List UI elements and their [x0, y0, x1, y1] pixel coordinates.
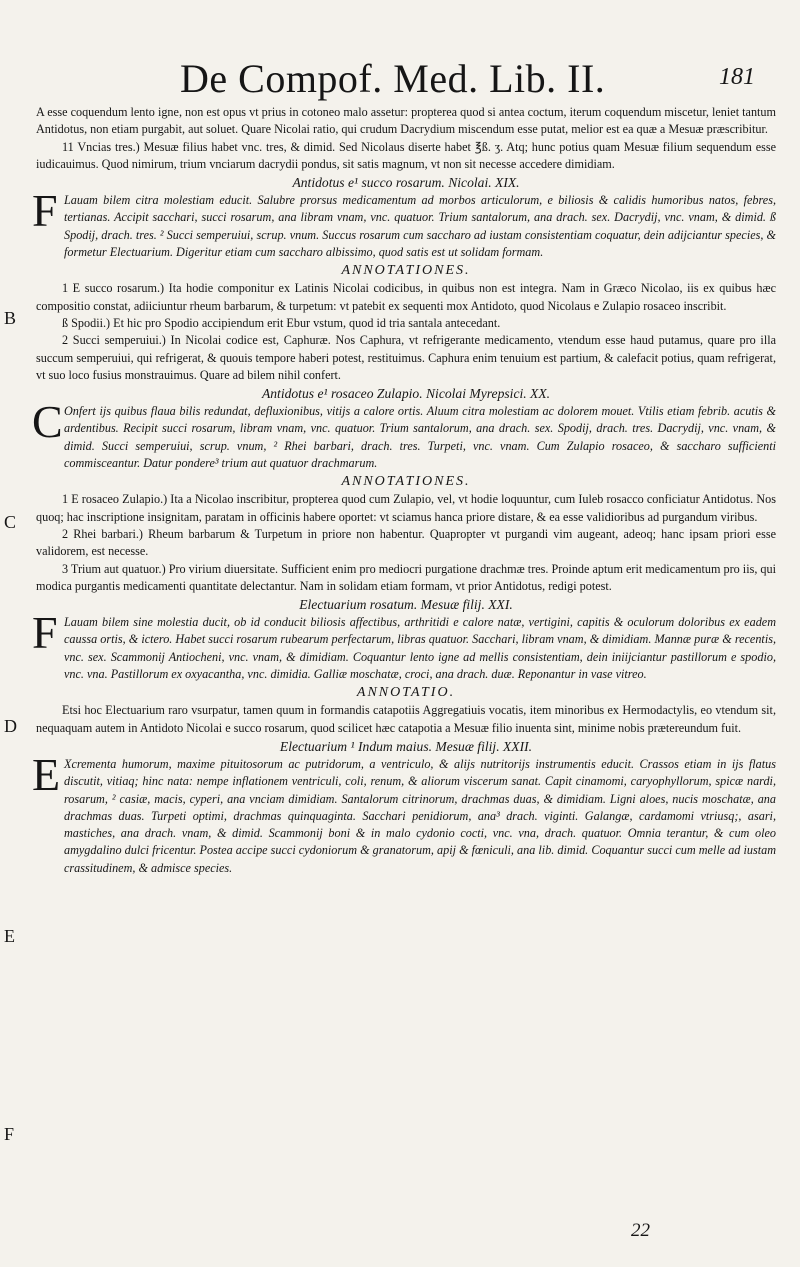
margin-letter-f: F [4, 1124, 15, 1144]
page-body [32, 104, 776, 877]
body-paragraph: 3 Trium aut quatuor.) Pro virium diuersitate. Sufficient enim pro mediocri purgatione drachmæ tres. Proinde aptum erit medicamentum pro iis, qui modica purgantis medicamenti quantitate delectantur. Nam in solidam etiam formam, vt prior Antidotus, redigi potest. [36, 561, 776, 593]
body-paragraph: 2 Succi semperuiui.) In Nicolai codice est, Caphuræ. Nos Caphura, vt refrigerante medicamento, vtendum esse haud putamus, quare pro illa succum semperuiui, qui refrigerat, & quouis tempore haberi potest, restituimus. Caphura enim tenuium est partium, & calefacit potius, quam refrigerat, vt suo loco fusius monstrauimus. Quare ad bilem nihil confert. [36, 333, 776, 382]
body-paragraph: 1 E rosaceo Zulapio.) Ita a Nicolao inscribitur, propterea quod cum Zulapio, vel, vt hodie loquuntur, cum Iuleb rosacco conficiatur Antidotus. Nos quoq; hac inscriptione insignitam, paratam in officinis habere oportet: vt sciamus hanca priore distare, & ea esse validioribus ad purgandum viribus. [36, 492, 776, 524]
running-header [150, 56, 755, 101]
recipe-paragraph [32, 748, 776, 877]
recipe-paragraph [32, 396, 776, 472]
margin-letter-b: B [4, 308, 17, 328]
recipe-text: Xcrementa humorum, maxime pituitosorum ac putridorum, a ventriculo, & alijs nutritorijs instrumentis educit. Crassos etiam in ijs flatus discutit, vitiaq; hinc nata: nempe inflationem ventriculi, coli, renum, & aliorum viscerum sanat. Capit cinamomi, caryophyllorum, spicæ nardi, rosarum, ² casiæ, macis, cyperi, ana vnciam dimidiam. Santalorum citrinorum, drachmas duas, & dimidiam. Ligni aloes, nucis moschatæ, ana drachmas duas. Turpeti optimi, drachmas quinquaginta. Sacchari penidiorum, ana³ drach. viginti. Galangæ, cardamomi vtriusq;, asari, mastiches, ana drach. vnam, & dimid. Scammonij boni & in malo cydonio cocti, vnc. vna, drach. quatuor. Omnia terantur, & cum oleo amygdalino dulci fricentur. Postea accipe succi cydoniorum & granatorum, apij & fœniculi, ana lib. dimid. Coquantur succi cum melle ad iustam crassitudinem, & admisce species. [64, 756, 776, 875]
section-heading: Electuarium ¹ Indum maius. Mesuæ filij. XXII. [279, 738, 533, 754]
running-title: De Compof. Med. Lib. II. [180, 56, 606, 101]
drop-cap-letter: E [32, 748, 61, 800]
body-paragraph: ß Spodii.) Et hic pro Spodio accipiendum erit Ebur vstum, quod id tria santala antecedant. [62, 315, 501, 330]
body-paragraph: 11 Vncias tres.) Mesuæ filius habet vnc. tres, & dimid. Sed Nicolaus diserte habet ℥ß. ʒ. Atq; hunc potius quam Mesuæ filium sequendum esse iudicauimus. Quod nimirum, trium vnciarum dacrydii pondus, sit satis magnum, vt non sit necesse accedere dimidiam. [36, 139, 776, 171]
recipe-paragraph [32, 185, 776, 261]
body-paragraph: 2 Rhei barbari.) Rheum barbarum & Turpetum in priore non habentur. Quapropter vt purgandi vim augeant, adeoq; hanc ipsam priori esse validorem, est necesse. [36, 526, 776, 559]
drop-cap-letter: F [32, 607, 58, 659]
margin-letter-d: D [4, 716, 17, 736]
drop-cap-letter: C [32, 396, 63, 448]
recipe-paragraph [32, 607, 776, 683]
recipe-text: Lauam bilem sine molestia ducit, ob id conducit biliosis affectibus, arthritidi e calore natæ, vertigini, capitis & oculorum doloribus ex eadem caussa ortis, & ictero. Habet succi rosarum rubearum perfectarum, libras quatuor. Sacchari, libram vnam, & dimidiam. Mannæ puræ & recentis, vnc. sex. Scammonij Antiocheni, vnc. vnam, & dimidiam. Coquantur lento igne ad mellis consistentiam, dein iniijciantur pastillorum e spodio, vnc. vna. Pastillorum ex oxyacantha, vnc. dimidia. Galliæ moschatæ, croci, ana drach. duæ. Reponantur in vase vitreo. [64, 615, 776, 682]
recipe-text: Lauam bilem citra molestiam educit. Salubre prorsus medicamentum ad morbos articulorum, e biliosis & calidis humoribus natos, febres, tertianas. Accipit sacchari, succi rosarum, ana libram vnam, vnc. quatuor. Trium santalorum, ana drach. sex. Dacrydij, vnc. vnam, & dimid. ß Spodij, drach. tres. ² Succi semperuiui, scrup. vnum. Succus rosarum cum saccharo ad iustam consistentiam coquatur, dein adijciantur species, & formetur Electuarium. Digeritur etiam cum saccharo albissimo, quod satis est ut solidam formam. [64, 193, 776, 260]
page-number: 181 [719, 64, 755, 90]
annotationes-heading: ANNOTATIO. [356, 685, 456, 701]
recipe-text: Onfert ijs quibus flaua bilis redundat, defluxionibus, vitijs a calore ortis. Aluum citra molestiam ac dolorem mouet. Vtilis etiam febrib. acutis & ardentibus. Recipit succi rosarum, libram vnam, vnc. quatuor. Trium santalorum, ana drach. sex. Spodij, drach. tres. Dacrydij, vnc. vnam, & dimid. Succi semperuiui, scrup. vnum, ² Rhei barbari, drach. tres. Turpeti, vnc. vnam. Cum Zulapio rosaceo, & saccharo sufficienti commisceantur. Datur pondere³ trium aut quatuor drachmarum. [64, 404, 776, 471]
body-paragraph: Etsi hoc Electuarium raro vsurpatur, tamen quum in formandis catapotiis Aggregatiuis vocatis, item minoribus ex Hermodactylis, eo vtendum sit, nequaquam autem in Antidoto Nicolai e succo rosarum, quod scilicet hæc catapotia a Mesuæ filio inuenta sint, minime nobis prætereundum fuit. [36, 703, 776, 735]
section-heading: Antidotus e¹ succo rosarum. Nicolai. XIX. [292, 175, 520, 191]
margin-letter-e: E [4, 926, 15, 946]
section-heading: Electuarium rosatum. Mesuæ filij. XXI. [299, 597, 513, 613]
annotationes-heading: ANNOTATIONES. [341, 263, 471, 279]
margin-letter-c: C [4, 512, 17, 532]
body-paragraph: 1 E succo rosarum.) Ita hodie componitur ex Latinis Nicolai codicibus, in quibus non est integra. Nam in Græco Nicolao, iis ex quibus hæc compositio constat, adiiciuntur rheum barbarum, & turpetum: vt patebit ex sequenti mox Antidoto, quod Nicolaus e Zulapio rosaceo inscribit. [36, 281, 776, 313]
drop-cap-letter: F [32, 185, 58, 237]
body-paragraph: A esse coquendum lento igne, non est opus vt prius in cotoneo malo assetur: propterea quod si antea coctum, iterum coquendum miscetur, leniet tantum Antidotus, non etiam purgabit, aut soluet. Quare Nicolai ratio, qui crudum Dacrydium miscendum esse putat, melior est ea quæ a Mesuæ præscribitur. [36, 105, 776, 137]
catchword: 22 [631, 1220, 650, 1241]
section-heading: Antidotus e¹ rosaceo Zulapio. Nicolai Myrepsici. XX. [261, 386, 551, 402]
annotationes-heading: ANNOTATIONES. [341, 474, 471, 490]
